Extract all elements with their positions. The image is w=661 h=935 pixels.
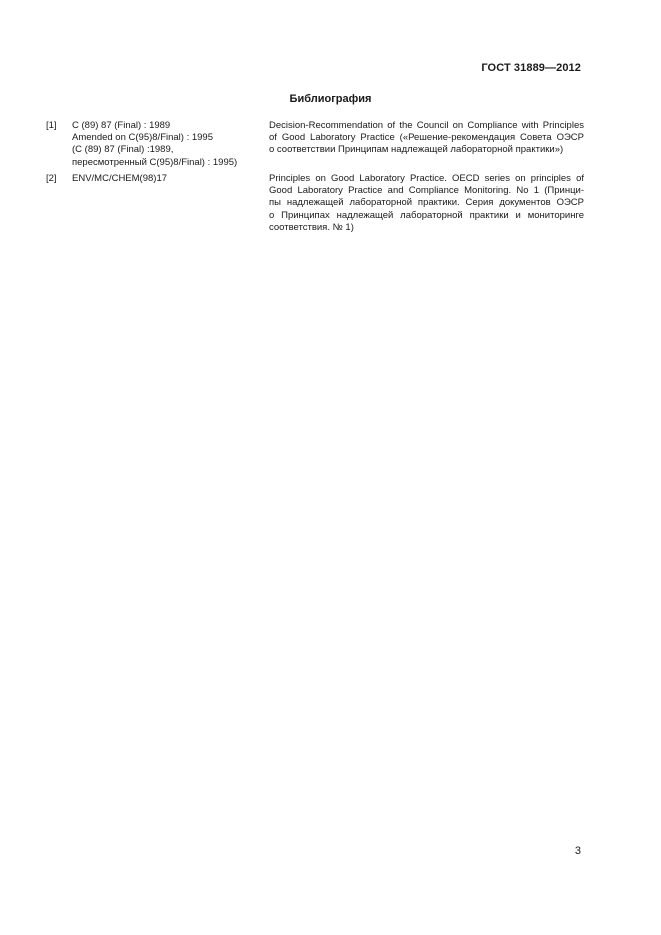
entry-reference bbox=[72, 173, 262, 185]
entry-number: [2] bbox=[46, 173, 57, 184]
description-line: пы надлежащей лабораторной практики. Серия документов ОЭСР bbox=[269, 197, 584, 209]
reference-line: (C (89) 87 (Final) :1989, bbox=[72, 144, 174, 156]
description-line: Decision-Recommendation of the Council on Compliance with Principles bbox=[269, 120, 584, 131]
entry-reference bbox=[72, 120, 262, 169]
description-line: Principles on Good Laboratory Practice. OECD series on principles of bbox=[269, 173, 584, 184]
description-line: of Good Laboratory Practice («Решение-рекомендация Совета ОЭСР bbox=[269, 132, 584, 144]
description-line: Good Laboratory Practice and Compliance Monitoring. No 1 (Принци- bbox=[269, 185, 584, 197]
entry-number: [1] bbox=[46, 120, 57, 131]
reference-line: ENV/MC/CHEM(98)17 bbox=[72, 173, 168, 184]
reference-line: Amended on C(95)8/Final) : 1995 bbox=[72, 132, 213, 144]
page-number: 3 bbox=[574, 845, 581, 857]
description-line: соответствия. № 1) bbox=[269, 221, 354, 233]
entry-description bbox=[269, 120, 584, 157]
description-line: о соответствии Принципам надлежащей лабораторной практики») bbox=[269, 144, 564, 156]
reference-line: пересмотренный C(95)8/Final) : 1995) bbox=[72, 156, 238, 168]
description-line: о Принципах надлежащей лабораторной практики и мониторинге bbox=[269, 209, 584, 221]
document-code: ГОСТ 31889—2012 bbox=[481, 62, 581, 74]
entry-description bbox=[269, 173, 584, 234]
reference-line: C (89) 87 (Final) : 1989 bbox=[72, 120, 171, 131]
bibliography-title: Библиография bbox=[289, 93, 372, 105]
